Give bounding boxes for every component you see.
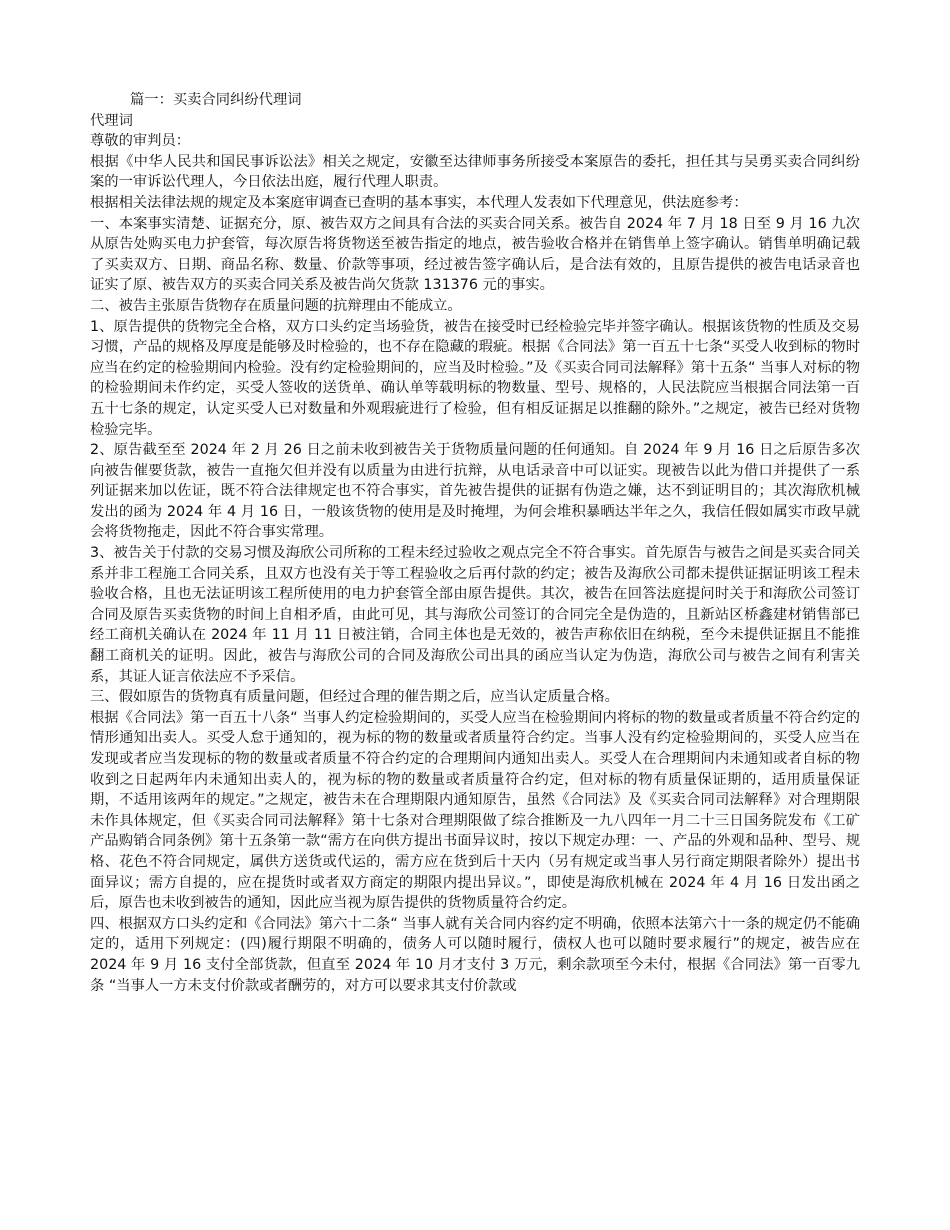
paragraph: 三、假如原告的货物真有质量问题，但经过合理的催告期之后，应当认定质量合格。 bbox=[90, 689, 619, 706]
paragraph: 二、被告主张原告货物存在质量问题的抗辩理由不能成立。 bbox=[90, 297, 462, 314]
paragraph: 3、被告关于付款的交易习惯及海欣公司所称的工程未经过验收之观点完全不符合事实。首先原告与被告之间是买卖合同关系并非工程施工合同关系，且双方也没有关于等工程验收之后再付款的约定；被告及海欣公司都未提供证据证明该工程未验收合格，且也无法证明该工程所使用的电力护套管全部由原告提供。其次，被告在回答法庭提问时关于和海欣公司签订合同及原告买卖货物的时间上自相矛盾，由此可见，其与海欣公司签订的合同完全是伪造的，且新站区桥鑫建材销售部已经工商机关确认在 2024 年 11 月 11 日被注销，合同主体也是无效的，被告声称依旧在纳税，至今未提供证据且不能推翻工商机关的证明。因此，被告与海欣公司的合同及海欣公司出具的函应当认定为伪造，海欣公司与被告之间有利害关系，其证人证言依法应不予采信。 bbox=[90, 545, 860, 685]
paragraph: 2、原告截至至 2024 年 2 月 26 日之前未收到被告关于货物质量问题的任何通知。自 2024 年 9 月 16 日之后原告多次向被告催要货款，被告一直拖欠但并没有以质量为由进行抗辩，从电话录音中可以证实。现被告以此为借口并提供了一系列证据来加以佐证，既不符合法律规定也不符合事实，首先被告提供的证据有伪造之嫌，达不到证明目的；其次海欣机械发出的函为 2024 年 4 月 16 日，一般该货物的使用是及时掩埋，为何会堆积暴晒达半年之久，我信任假如属实市政早就会将货物拖走，因此不符合事实常理。 bbox=[90, 442, 860, 541]
paragraph: 根据相关法律法规的规定及本案庭审调查已查明的基本事实，本代理人发表如下代理意见，供法庭参考： bbox=[90, 194, 748, 211]
paragraph: 根据《中华人民共和国民事诉讼法》相关之规定，安徽至达律师事务所接受本案原告的委托，担任其与吴勇买卖合同纠纷案的一审诉讼代理人，今日依法出庭，履行代理人职责。 bbox=[90, 153, 860, 191]
paragraph: 一、本案事实清楚、证据充分，原、被告双方之间具有合法的买卖合同关系。被告自 2024 年 7 月 18 日至 9 月 16 九次从原告处购买电力护套管，每次原告将货物送至被告指定的地点，被告验收合格并在销售单上签字确认。销售单明确记载了买卖双方、日期、商品名称、数量、价款等事项，经过被告签字确认后，是合法有效的，且原告提供的被告电话录音也证实了原、被告双方的买卖合同关系及被告尚欠货款 131376 元的事实。 bbox=[90, 215, 860, 294]
paragraph: 尊敬的审判员： bbox=[90, 133, 191, 150]
paragraph: 四、根据双方口头约定和《合同法》第六十二条“ 当事人就有关合同内容约定不明确，依照本法第六十一条的规定仍不能确定的，适用下列规定：(四)履行期限不明确的，债务人可以随时履行，债权人也可以随时要求履行”的规定，被告应在 2024 年 9 月 16 支付全部货款，但直至 2024 年 10 月才支付 3 万元，剩余款项至今未付，根据《合同法》第一百零九条 “当事人一方未支付价款或者酬劳的，对方可以要求其支付价款或 bbox=[90, 915, 860, 994]
paragraph: 根据《合同法》第一百五十八条“ 当事人约定检验期间的，买受人应当在检验期间内将标的物的数量或者质量不符合约定的情形通知出卖人。买受人怠于通知的，视为标的物的数量或者质量符合约定。当事人没有约定检验期间的，买受人应当在发现或者应当发现标的物的数量或者质量不符合约定的合理期间内通知出卖人。买受人在合理期间内未通知或者自标的物收到之日起两年内未通知出卖人的，视为标的物的数量或者质量符合约定，但对标的物有质量保证期的，适用质量保证期，不适用该两年的规定。”之规定，被告未在合理期限内通知原告，虽然《合同法》及《买卖合同司法解释》对合理期限未作具体规定，但《买卖合同司法解释》第十七条对合理期限做了综合推断及一九八四年一月二十三日国务院发布《工矿产品购销合同条例》第十五条第一款“需方在向供方提出书面异议时，按以下规定办理：一、产品的外观和品种、型号、规格、花色不符合同规定，属供方送货或代运的，需方应在货到后十天内（另有规定或当事人另行商定期限者除外）提出书面异议；需方自提的，应在提货时或者双方商定的期限内提出异议。”，即使是海欣机械在 2024 年 4 月 16 日发出函之后，原告也未收到被告的通知，因此应当视为原告提供的货物质量符合约定。 bbox=[90, 709, 860, 912]
paragraph: 代理词 bbox=[90, 112, 133, 129]
document-title: 篇一：买卖合同纠纷代理词 bbox=[130, 92, 302, 108]
paragraph: 1、原告提供的货物完全合格，双方口头约定当场验货，被告在接受时已经检验完毕并签字确认。根据该货物的性质及交易习惯，产品的规格及厚度是能够及时检验的，也不存在隐藏的瑕疵。根据《合同法》第一百五十七条“买受人收到标的物时应当在约定的检验期间内检验。没有约定检验期间的，应当及时检验。”及《买卖合同司法解释》第十五条“ 当事人对标的物的检验期间未作约定，买受人签收的送货单、确认单等载明标的物数量、型号、规格的，人民法院应当根据合同法第一百五十七条的规定，认定买受人已对数量和外观瑕疵进行了检验，但有相反证据足以推翻的除外。”之规定，被告已经对货物检验完毕。 bbox=[90, 318, 860, 438]
